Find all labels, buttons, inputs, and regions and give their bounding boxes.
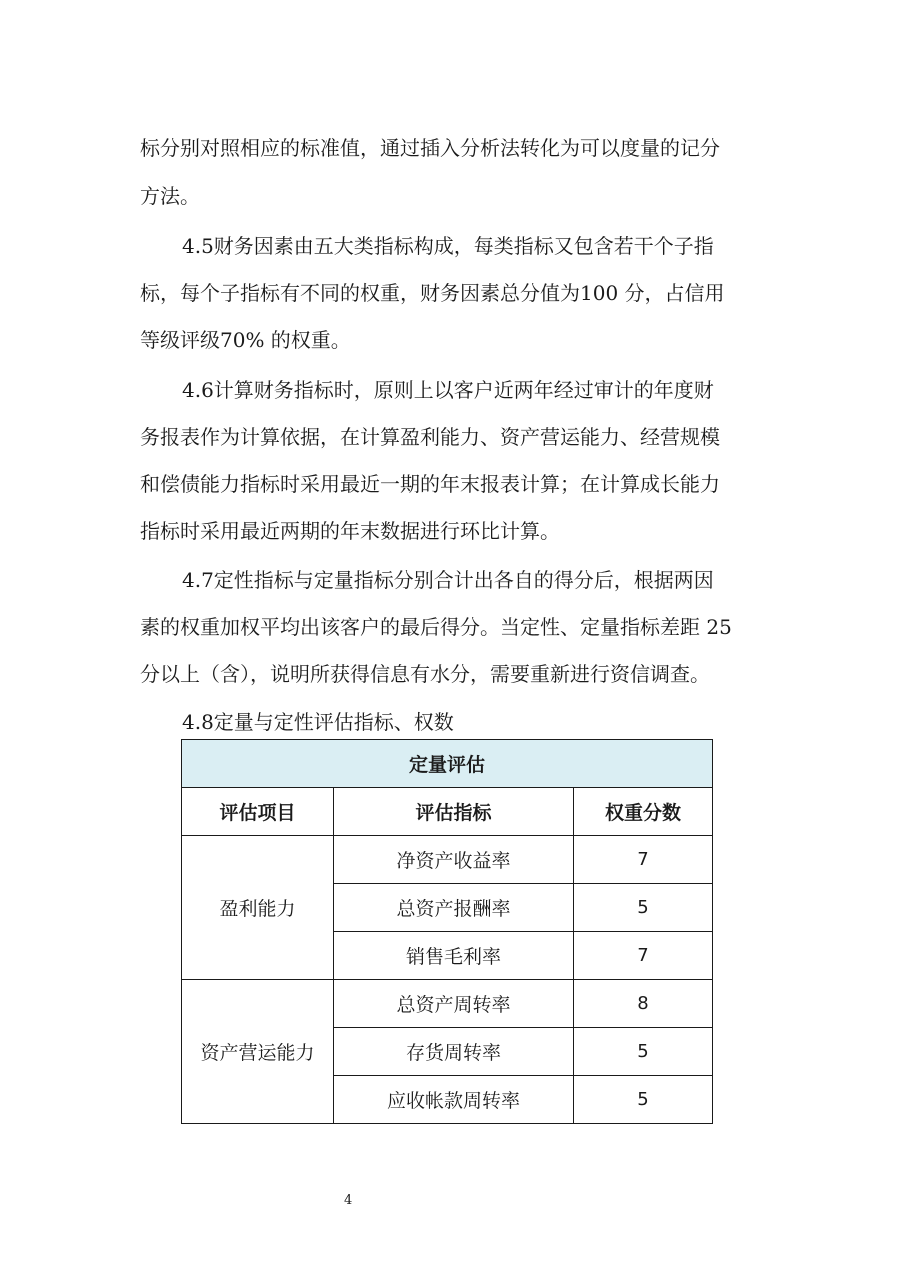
paragraph-line: 和偿债能力指标时采用最近一期的年末报表计算；在计算成长能力 (140, 472, 720, 496)
quantitative-evaluation-table (181, 739, 713, 1124)
paragraph-line: 标，每个子指标有不同的权重，财务因素总分值为100 分，占信用 (140, 281, 725, 305)
indicator-cell: 总资产报酬率 (334, 884, 574, 932)
paragraph-line: 4.6计算财务指标时，原则上以客户近两年经过审计的年度财 (182, 378, 714, 402)
project-cell: 资产营运能力 (182, 980, 334, 1124)
table-title: 定量评估 (182, 740, 713, 788)
table-title-row (182, 740, 713, 788)
page-number: 4 (344, 1193, 353, 1208)
project-cell: 盈利能力 (182, 836, 334, 980)
indicator-cell: 应收帐款周转率 (334, 1076, 574, 1124)
table-row (182, 980, 713, 1028)
paragraph-line: 方法。 (140, 184, 200, 208)
paragraph-line: 等级评级70% 的权重。 (140, 328, 351, 352)
paragraph-line: 素的权重加权平均出该客户的最后得分。当定性、定量指标差距 25 (140, 615, 732, 639)
indicator-cell: 存货周转率 (334, 1028, 574, 1076)
indicator-cell: 销售毛利率 (334, 932, 574, 980)
paragraph-line: 4.5财务因素由五大类指标构成，每类指标又包含若干个子指 (182, 234, 714, 258)
paragraph-line: 4.7定性指标与定量指标分别合计出各自的得分后，根据两因 (182, 568, 714, 592)
weight-cell: 8 (574, 980, 713, 1028)
paragraph-line: 标分别对照相应的标准值，通过插入分析法转化为可以度量的记分 (140, 136, 720, 160)
column-header-project: 评估项目 (182, 788, 334, 836)
column-header-indicator: 评估指标 (334, 788, 574, 836)
column-header-weight: 权重分数 (574, 788, 713, 836)
weight-cell: 5 (574, 1028, 713, 1076)
table-header-row (182, 788, 713, 836)
weight-cell: 7 (574, 932, 713, 980)
indicator-cell: 总资产周转率 (334, 980, 574, 1028)
paragraph-line: 务报表作为计算依据，在计算盈利能力、资产营运能力、经营规模 (140, 425, 720, 449)
paragraph-line: 分以上（含），说明所获得信息有水分，需要重新进行资信调查。 (140, 662, 710, 686)
weight-cell: 5 (574, 884, 713, 932)
indicator-cell: 净资产收益率 (334, 836, 574, 884)
weight-cell: 7 (574, 836, 713, 884)
table-row (182, 836, 713, 884)
paragraph-line: 4.8定量与定性评估指标、权数 (182, 710, 454, 734)
weight-cell: 5 (574, 1076, 713, 1124)
paragraph-line: 指标时采用最近两期的年末数据进行环比计算。 (140, 519, 560, 543)
